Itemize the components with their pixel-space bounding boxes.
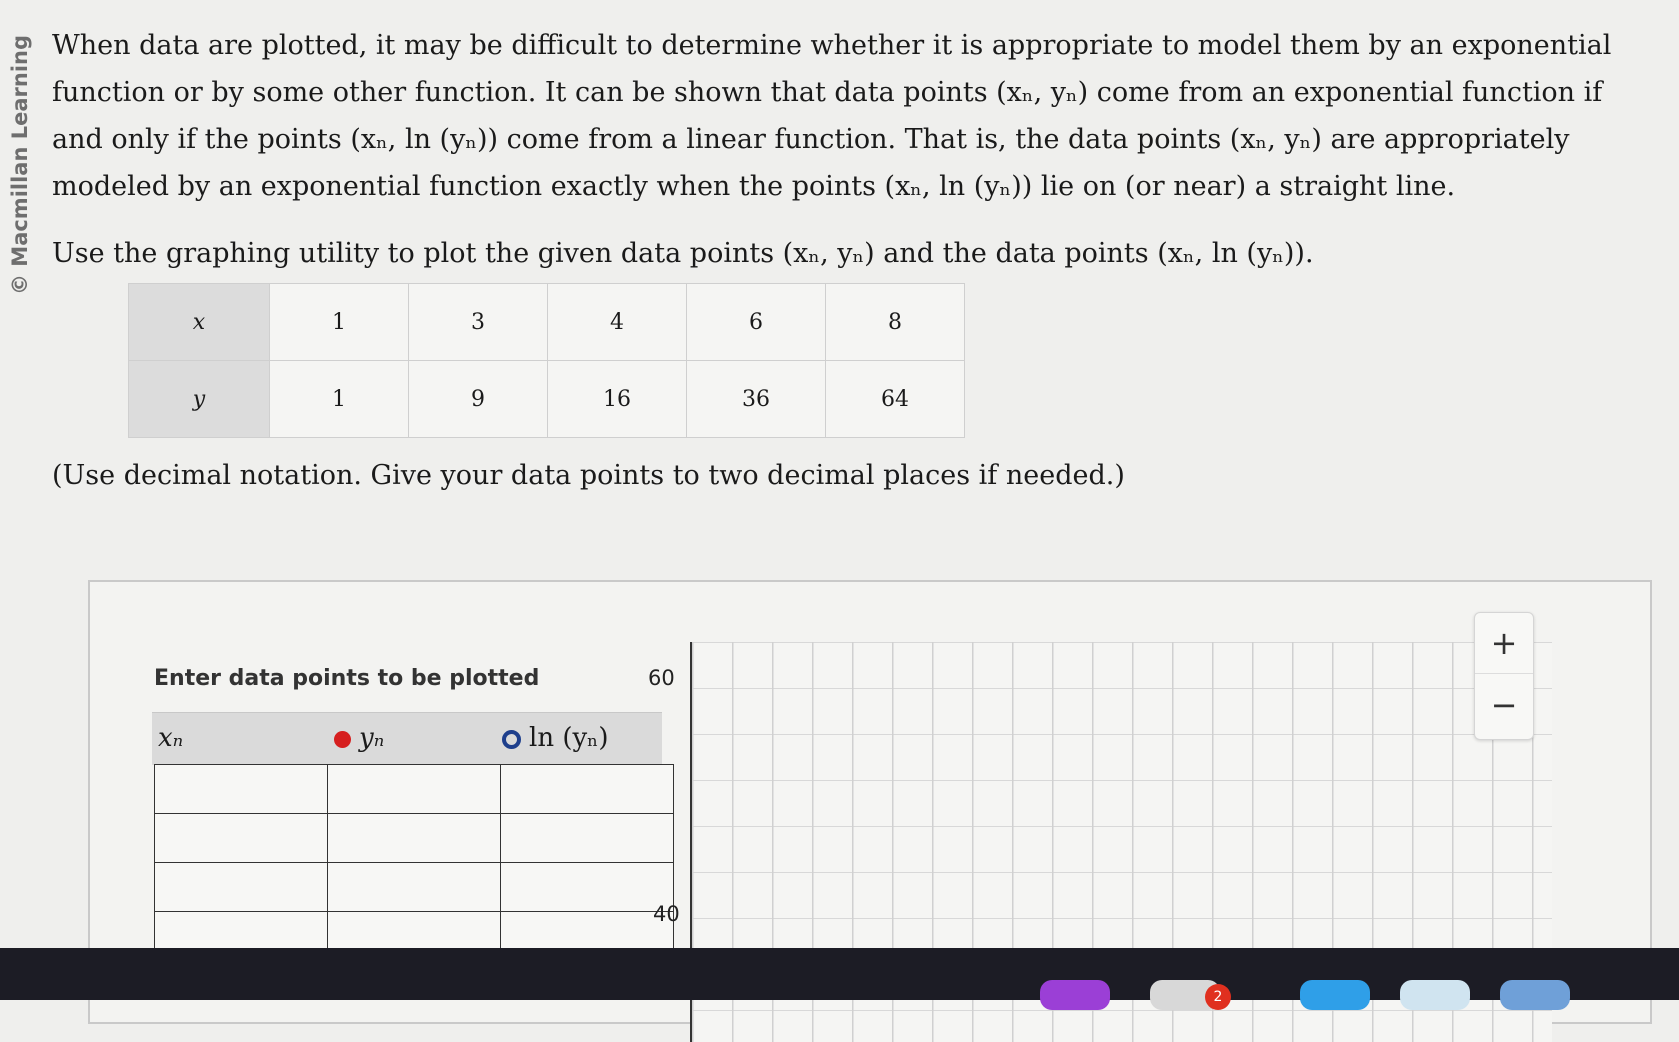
y-value: 9	[409, 361, 548, 438]
y-value: 16	[548, 361, 687, 438]
ln-y-input-cell[interactable]	[501, 814, 674, 863]
copyright-watermark: © Macmillan Learning	[8, 34, 32, 296]
column-header-y: yₙ	[334, 723, 384, 753]
x-input-cell[interactable]	[155, 814, 328, 863]
entry-table-header	[152, 712, 662, 765]
column-header-x: xₙ	[158, 723, 184, 753]
notification-badge: 2	[1205, 984, 1231, 1010]
plotter-title: Enter data points to be plotted	[154, 666, 540, 691]
data-entry-grid	[154, 764, 674, 961]
app-icon[interactable]	[1040, 980, 1110, 1010]
ln-y-input-cell[interactable]	[501, 863, 674, 912]
y-input-cell[interactable]	[328, 765, 501, 814]
y-value: 64	[826, 361, 965, 438]
x-value: 1	[270, 284, 409, 361]
problem-instruction-text: Use the graphing utility to plot the given data points (xₙ, yₙ) and the data points (xₙ, ln (yₙ)).	[52, 238, 1314, 269]
entry-row	[155, 765, 674, 814]
x-row	[129, 284, 965, 361]
ln-y-input-cell[interactable]	[501, 765, 674, 814]
y-row	[129, 361, 965, 438]
x-header: x	[129, 284, 270, 361]
x-value: 6	[687, 284, 826, 361]
entry-row	[155, 863, 674, 912]
app-icon[interactable]	[1400, 980, 1470, 1010]
x-value: 4	[548, 284, 687, 361]
blue-ring-marker-icon	[502, 730, 521, 749]
app-icon[interactable]	[1300, 980, 1370, 1010]
y-axis-tick-label: 40	[653, 902, 680, 926]
y-value: 1	[270, 361, 409, 438]
column-header-ln-y: ln (yₙ)	[502, 723, 609, 753]
decimal-notation-note: (Use decimal notation. Give your data points to two decimal places if needed.)	[52, 460, 1125, 491]
y-header: y	[129, 361, 270, 438]
x-input-cell[interactable]	[155, 863, 328, 912]
y-value: 36	[687, 361, 826, 438]
zoom-out-button[interactable]: −	[1490, 686, 1518, 724]
entry-row	[155, 814, 674, 863]
red-dot-marker-icon	[334, 731, 351, 748]
given-data-table	[128, 283, 965, 438]
zoom-in-button[interactable]: +	[1475, 613, 1533, 674]
y-input-cell[interactable]	[328, 814, 501, 863]
problem-intro-text: When data are plotted, it may be difficult to determine whether it is appropriate to model them by an exponential function or by some other function. It can be shown that data points (xₙ, yₙ) come from an exponential function if and only if the points (xₙ, ln (yₙ)) come from a linear function. That is, the data points (xₙ, yₙ) are appropriately modeled by an exponential function exactly when the points (xₙ, ln (yₙ)) lie on (or near) a straight line.	[52, 30, 1612, 202]
x-input-cell[interactable]	[155, 765, 328, 814]
y-axis-tick-label: 60	[648, 666, 675, 690]
os-dock	[0, 948, 1679, 1000]
x-value: 3	[409, 284, 548, 361]
zoom-controls	[1474, 612, 1534, 740]
app-icon[interactable]	[1500, 980, 1570, 1010]
y-input-cell[interactable]	[328, 863, 501, 912]
x-value: 8	[826, 284, 965, 361]
